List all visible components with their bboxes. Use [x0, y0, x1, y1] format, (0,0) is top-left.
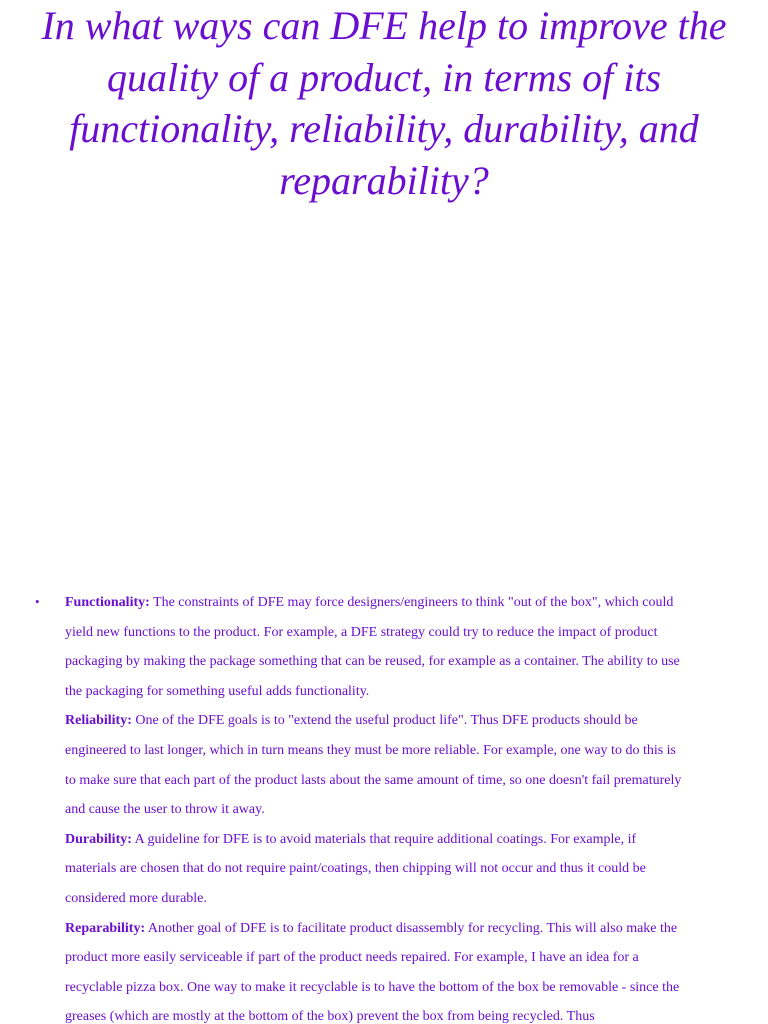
section-label: Reparability:: [65, 920, 146, 936]
section-durability: [65, 825, 690, 914]
bullet-marker: •: [35, 594, 40, 609]
section-label: Functionality:: [65, 595, 150, 610]
answer-content: [0, 588, 768, 1024]
section-text: One of the DFE goals is to "extend the useful product life". Thus DFE products should be engineered to last longer, which in turn means they must be more reliable. For example, one way to do this is to make sure that each part of the product lasts about the same amount of time, so one doesn't fail prematurely and cause the user to throw it away.: [65, 713, 682, 818]
section-functionality: [65, 588, 690, 706]
section-label: Reliability:: [65, 713, 132, 729]
page-title: In what ways can DFE help to improve the quality of a product, in terms of its functionality, reliability, durability, and reparability?: [41, 3, 727, 203]
section-reliability: [65, 706, 690, 824]
section-text: A guideline for DFE is to avoid materials that require additional coatings. For example, if materials are chosen that do not require paint/coatings, then chipping will not occur and thus it could be considered more durable.: [65, 831, 646, 906]
section-label: Durability:: [65, 831, 132, 847]
section-reparability: [65, 914, 690, 1024]
section-text: The constraints of DFE may force designers/engineers to think "out of the box", which could yield new functions to the product. For example, a DFE strategy could try to reduce the impact of product packaging by making the package something that can be reused, for example as a container. The ability to use the packaging for something useful adds functionality.: [65, 595, 680, 699]
section-text: Another goal of DFE is to facilitate product disassembly for recycling. This will also make the product more easily serviceable if part of the product needs repaired. For example, I have an idea for a recyclable pizza box. One way to make it recyclable is to have the bottom of the box be removable - since the greases (which are mostly at the bottom of the box) prevent the box from being recycled. Thus: [65, 920, 680, 1024]
